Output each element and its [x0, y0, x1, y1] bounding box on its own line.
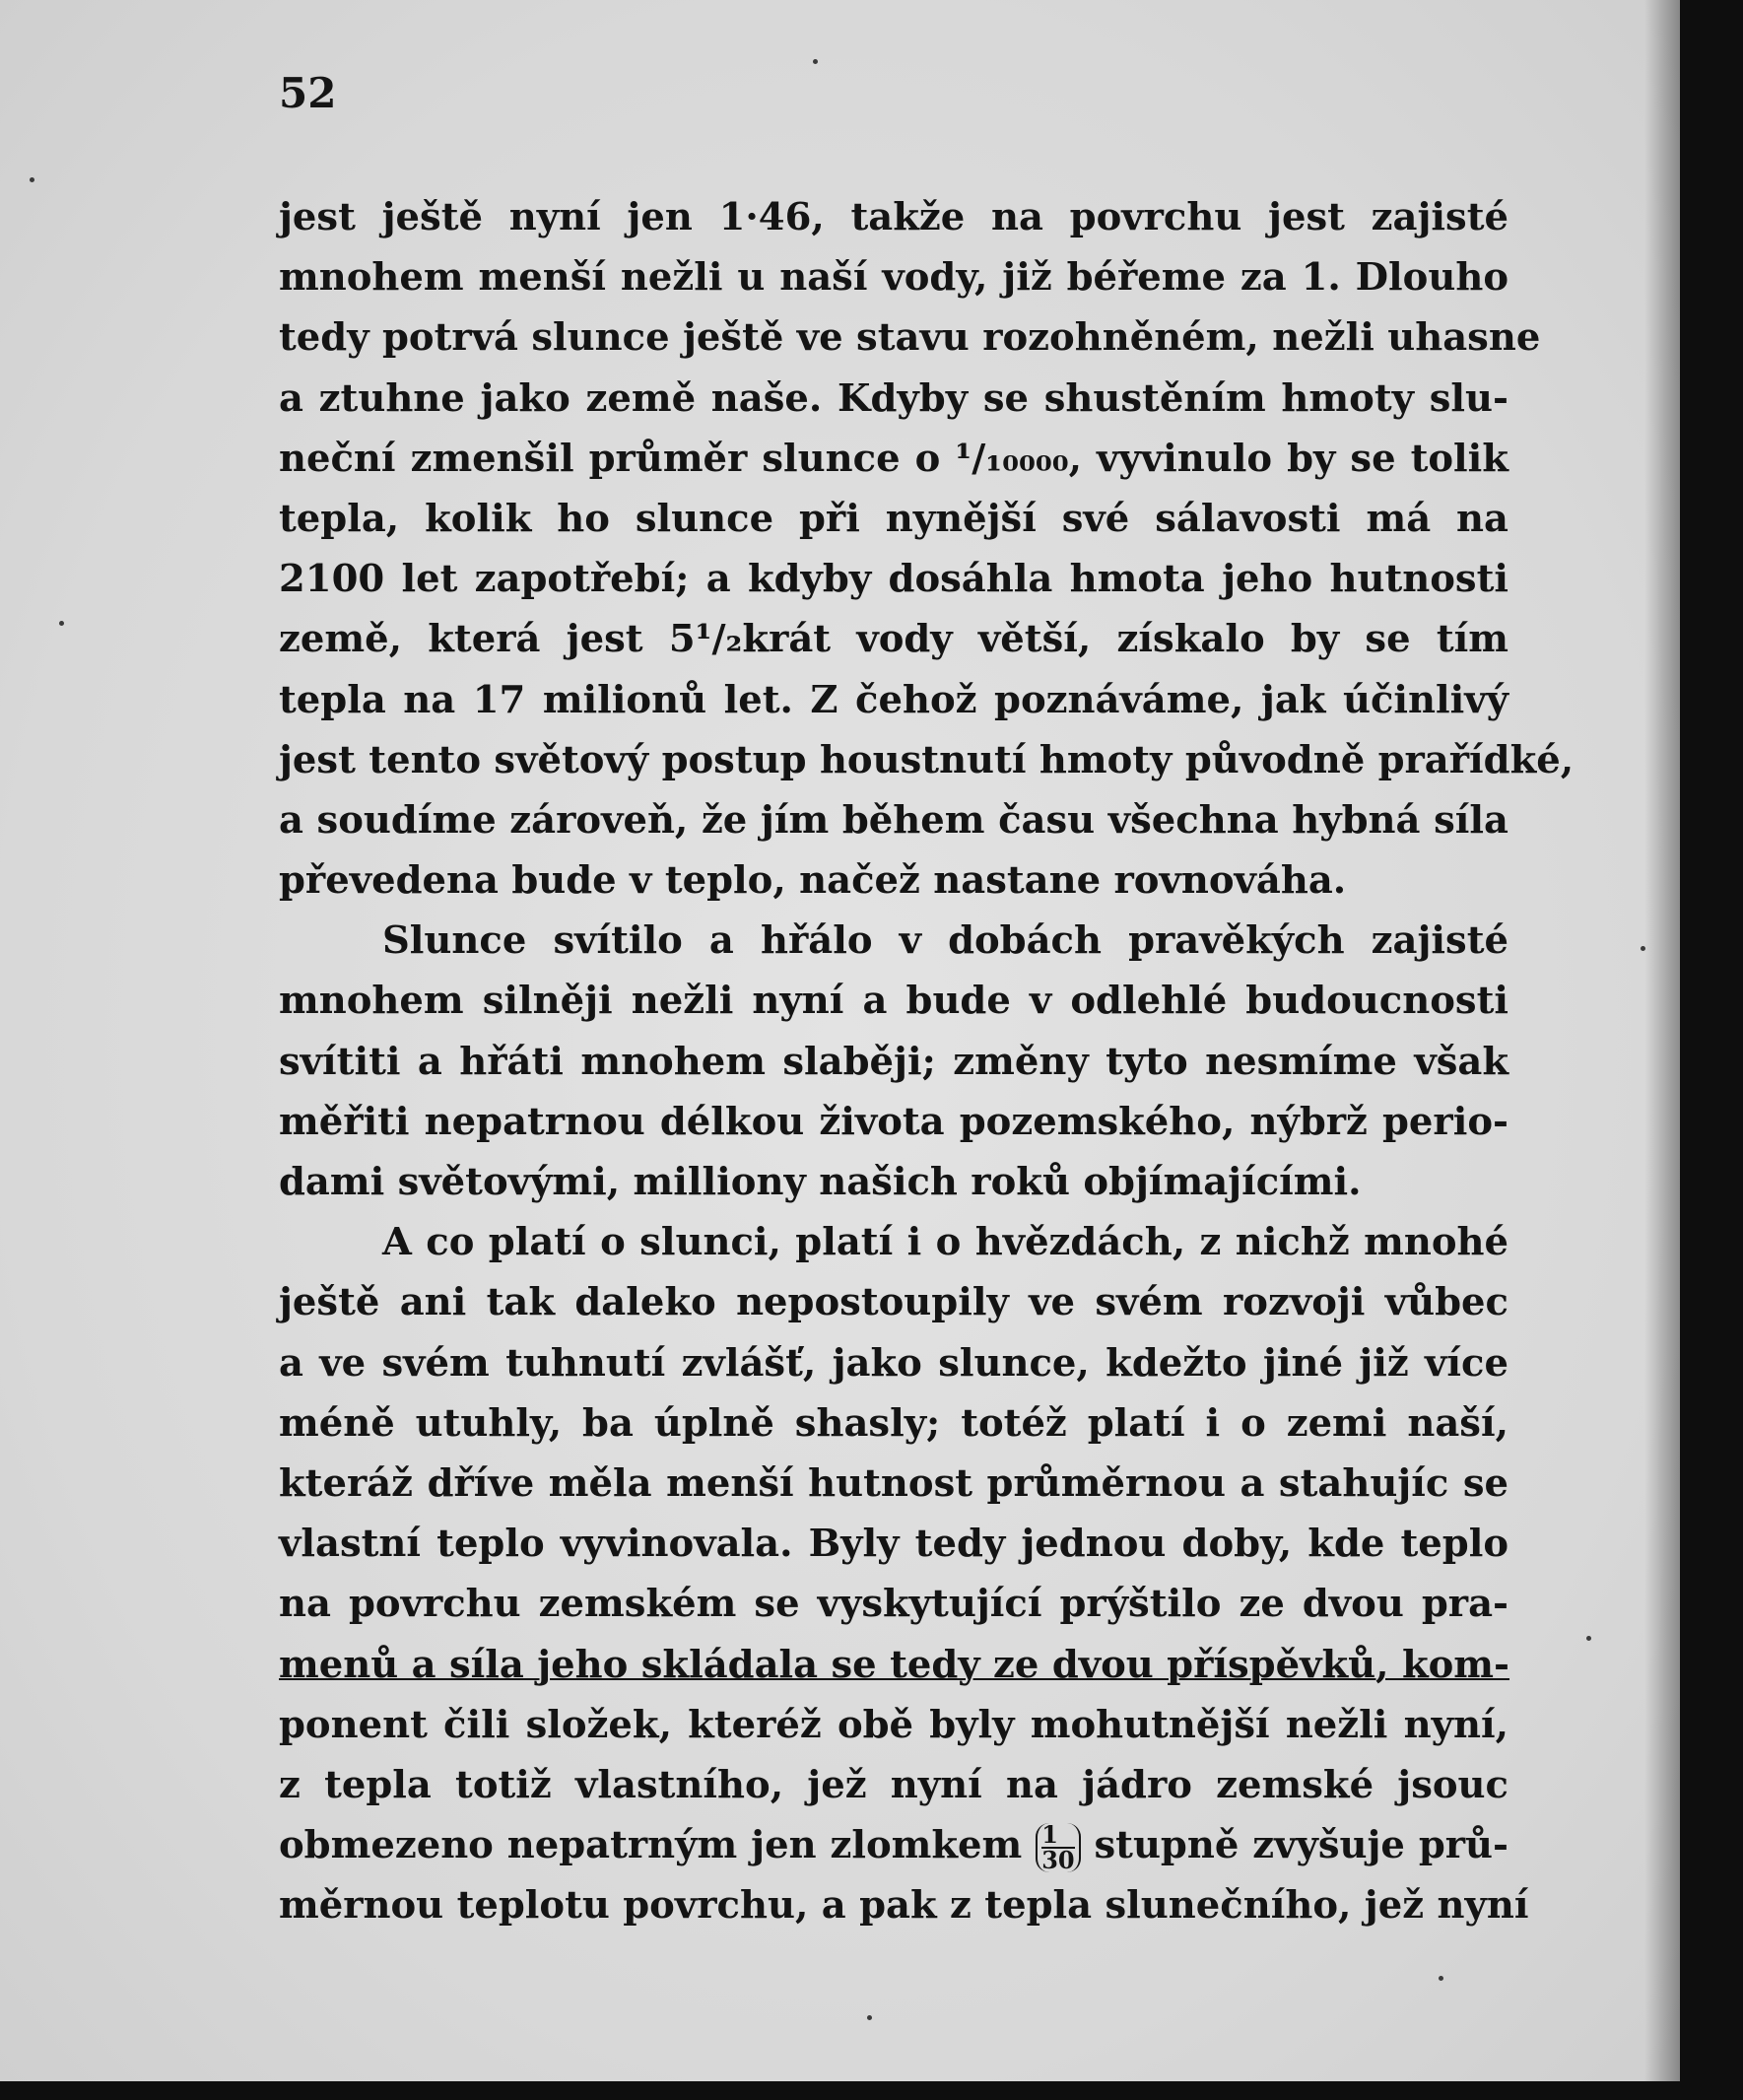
print-speck	[30, 177, 34, 182]
text-line: a soudíme zároveň, že jím během času všechna hybná síla	[279, 797, 1508, 843]
text-line: Slunce svítilo a hřálo v dobách pravěkých zajisté	[382, 918, 1508, 964]
text-line: převedena bude v teplo, načež nastane rovnováha.	[279, 858, 1347, 904]
fraction-line-before: obmezeno nepatrným jen zlomkem	[279, 1823, 1037, 1868]
text-line: tepla, kolik ho slunce při nynější své sálavosti má na	[279, 496, 1508, 541]
text-line: tepla na 17 milionů let. Z čehož poznáváme, jak účinlivý	[279, 677, 1508, 722]
fraction-line-after: stupně zvyšuje prů-	[1080, 1823, 1508, 1868]
text-line: měřiti nepatrnou délkou života pozemského, nýbrž perio-	[279, 1099, 1508, 1144]
print-speck	[1586, 1636, 1591, 1641]
text-line: dami světovými, milliony našich roků objímajícími.	[279, 1160, 1362, 1204]
text-line: z tepla totiž vlastního, jež nyní na jádro zemské jsouc	[279, 1762, 1508, 1807]
fraction-denominator: 30	[1041, 1846, 1075, 1875]
fraction	[1036, 1820, 1080, 1875]
text-line: a ve svém tuhnutí zvlášť, jako slunce, kdežto jiné již více	[279, 1340, 1508, 1386]
text-line: jest ještě nyní jen 1·46, takže na povrchu jest zajisté	[279, 195, 1508, 239]
text-line: tedy potrvá slunce ještě ve stavu rozohněném, nežli uhasne	[279, 315, 1541, 361]
text-line: mnohem menší nežli u naší vody, již béřeme za 1. Dlouho	[279, 255, 1508, 301]
print-speck	[59, 621, 64, 626]
body-text	[279, 187, 1575, 1935]
text-line: jest tento světový postup houstnutí hmoty původně prařídké,	[279, 737, 1575, 782]
text-line-underlined: menů a síla jeho skládala se tedy ze dvou příspěvků, kom-	[279, 1642, 1510, 1687]
text-line: a ztuhne jako země naše. Kdyby se shustěním hmoty slu-	[279, 375, 1508, 421]
text-line-with-fraction	[279, 1815, 1508, 1875]
text-line: vlastní teplo vyvinovala. Byly tedy jednou doby, kde teplo	[279, 1522, 1508, 1567]
text-line: země, která jest 5¹/₂krát vody větší, získalo by se tím	[279, 617, 1508, 662]
page-edge-shadow	[1644, 0, 1680, 2081]
text-line: mnohem silněji nežli nyní a bude v odlehlé budoucnosti	[279, 979, 1508, 1024]
text-line: svítiti a hřáti mnohem slaběji; změny tyto nesmíme však	[279, 1039, 1508, 1084]
text-line: neční zmenšil průměr slunce o ¹/₁₀₀₀₀, vyvinulo by se tolik	[279, 436, 1508, 481]
print-speck	[1439, 1976, 1443, 1981]
text-line: ponent čili složek, kteréž obě byly mohutnější nežli nyní,	[279, 1702, 1508, 1747]
text-line: A co platí o slunci, platí i o hvězdách, z nichž mnohé	[382, 1220, 1508, 1265]
page-number: 52	[279, 69, 337, 117]
text-line: na povrchu zemském se vyskytující prýštilo ze dvou pra-	[279, 1582, 1508, 1627]
text-line: ještě ani tak daleko nepostoupily ve svém rozvoji vůbec	[279, 1280, 1508, 1325]
text-line: kteráž dříve měla menší hutnost průměrnou a stahujíc se	[279, 1460, 1508, 1506]
text-line: 2100 let zapotřebí; a kdyby dosáhla hmota jeho hutnosti	[279, 557, 1508, 602]
fraction-numerator: 1	[1041, 1823, 1074, 1849]
text-line: měrnou teplotu povrchu, a pak z tepla slunečního, jež nyní	[279, 1883, 1529, 1929]
print-speck	[1641, 946, 1645, 951]
print-speck	[867, 2015, 872, 2020]
text-line: méně utuhly, ba úplně shasly; totéž platí i o zemi naší,	[279, 1400, 1508, 1446]
print-speck	[813, 59, 818, 64]
